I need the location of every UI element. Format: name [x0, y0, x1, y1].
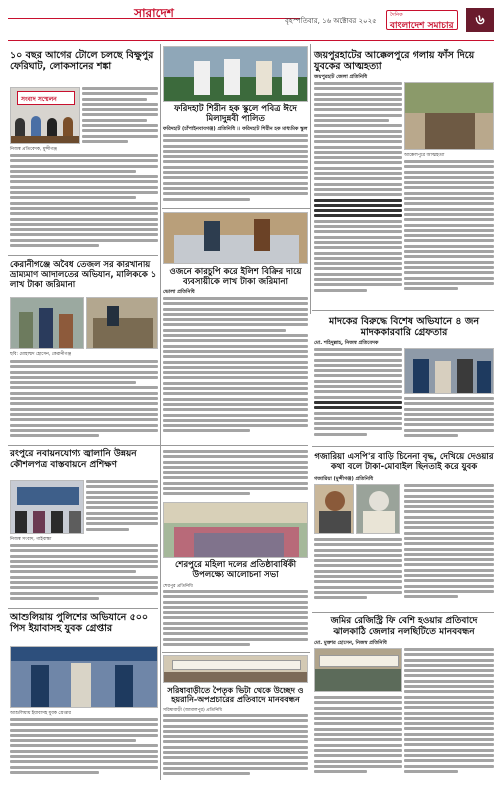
headline: শেরপুরে মহিলা দলের প্রতিষ্ঠাবার্ষিকী উপলক্ষ্যে আলোচনা সভা: [174, 560, 297, 581]
raid-photo-2: [86, 297, 158, 349]
headline: ১০ বছর আগের টোলে চলছে বিক্ষুপুর ফেরিঘাট, লোকসানের শঙ্কা: [10, 50, 154, 73]
byline: ভোলা প্রতিনিধি: [163, 289, 195, 295]
photo-caption: নিজস্ব সংবাদ, গাইবান্ধা: [10, 537, 52, 542]
photo-caption: আশুলিয়ায় ইয়াবাসহ যুবক গ্রেপ্তার: [10, 711, 72, 716]
column-divider: [160, 44, 161, 780]
logo-main-text: বাংলাদেশ সমাচার: [390, 21, 454, 31]
training-photo: [10, 480, 84, 534]
article-body: [404, 484, 494, 608]
article-body: [314, 82, 402, 302]
headline: ওজনে কারচুপি করে ইলিশ বিক্রির দায়ে ব্যবসায়ীকে লাখ টাকা জরিমানা: [169, 267, 302, 288]
drug-raid-photo: [404, 348, 494, 394]
article-body: [314, 696, 402, 780]
byline: সরিষাবাড়ী (জামালপুর) প্রতিনিধি: [163, 708, 223, 713]
section-title: সারাদেশ: [8, 5, 300, 19]
arrest-photo: [10, 646, 158, 708]
article-body: [163, 590, 308, 650]
headline: জয়পুরহাটের আক্কেলপুরে গলায় ফাঁস দিয়ে যুবকের আত্মহত্যা: [314, 50, 475, 73]
byline: ফরিদহাট (চাঁপাইনবাবগঞ্জ) প্রতিনিধি ।। ফরিদহাট শিরীন হক মাধ্যমিক স্কুল: [163, 126, 308, 132]
photo-caption: আক্কেলপুরে আত্মহত্যা: [404, 153, 445, 158]
byline: গজারিয়া (মুন্সীগঞ্জ) প্রতিনিধি: [314, 476, 374, 482]
raid-photo: [10, 297, 84, 349]
headline: ফরিদহাট শিরীন হক স্কুলে পবিত্র ঈদে মিলাদুন্নবী পালিত: [174, 104, 297, 125]
article-body: [314, 348, 402, 444]
article-body: [82, 87, 158, 149]
article-body: [314, 538, 402, 608]
article-body: [10, 544, 158, 606]
headline: কেরানীগঞ্জে অবৈধ তেজল সর কারখানায় ভ্রাম্যমাণ আদালতের অভিযান, মালিককে ১ লাখ টাকা জরিমানা: [10, 260, 157, 291]
header-rule: [8, 40, 494, 41]
headline: সরিষাবাড়ীতে পৈতৃক ভিটা থেকে উচ্ছেদ ও হয়রানি-অপপ্রচারের প্রতিবাদে মানববন্ধন: [167, 686, 304, 705]
hilsa-photo: [163, 212, 308, 264]
article-body: [10, 154, 158, 254]
page-number: ৬: [466, 8, 494, 32]
byline: জয়পুরহাট জেলা প্রতিনিধি: [314, 74, 368, 80]
school-event-photo: [163, 46, 308, 102]
headline: জমির রেজিস্ট্রি ফি বেশি হওয়ার প্রতিবাদে ঝালকাঠি জেলার নলছিটিতে মানববন্ধন: [330, 616, 478, 637]
article-body: [404, 397, 494, 443]
headline: রংপুরে নবায়নযোগ্য জ্বালানি উন্নয়ন কৌশলপত্র বাস্তবায়নে প্রশিক্ষণ: [10, 449, 137, 470]
article-body: [404, 160, 494, 300]
masthead: [0, 0, 500, 40]
article-body: [163, 714, 308, 780]
suicide-scene-photo: [404, 82, 494, 150]
newspaper-logo: [386, 10, 458, 30]
article-body: [163, 297, 308, 443]
article-body: [10, 360, 158, 442]
issue-date: বৃহস্পতিবার, ১৬ অক্টোবর ২০২৫: [285, 17, 377, 25]
protest-photo: [163, 655, 308, 683]
logo-small-text: দৈনিক: [390, 12, 403, 18]
article-body: [404, 648, 494, 780]
article-body: [163, 134, 308, 206]
byline: মো. শহিদুল্লাহ, নিজস্ব প্রতিবেদক: [314, 340, 379, 346]
article-body: [86, 480, 158, 538]
column-divider: [310, 44, 311, 314]
press-conference-photo: [10, 87, 80, 144]
byline: মো. মুক্তার হোসেন, নিজস্ব প্রতিনিধি: [314, 640, 387, 646]
headline: আশুলিয়ায় পুলিশের অভিযানে ৫০০ পিস ইয়াবাসহ যুবক গ্রেপ্তার: [10, 612, 149, 635]
article-body: [10, 718, 158, 780]
victim-photo: [356, 484, 400, 534]
suspect-photo: [314, 484, 354, 534]
headline: গজারিয়া এসপি'র বাড়ি চিনেনা বৃদ্ধ, দেখিয়ে দেওয়ার কথা বলে টাকা-মোবাইল ছিনতাই করে যুবক: [314, 452, 494, 473]
photo-caption: ছবি: মোহাম্মদ হোসেন, কেরানীগঞ্জ: [10, 352, 72, 357]
byline: নিজস্ব প্রতিবেদক, মুন্সীগঞ্জ: [10, 147, 57, 152]
human-chain-photo: [314, 648, 402, 692]
byline: শেরপুর প্রতিনিধি: [163, 584, 193, 589]
headline: মাদকের বিরুদ্ধে বিশেষ অভিযানে ৪ জন মাদককারবারি গ্রেফতার: [328, 316, 480, 339]
meeting-photo: [163, 502, 308, 558]
photo-banner-text: সংবাদ সম্মেলন: [21, 96, 57, 103]
article-body: [163, 450, 308, 500]
